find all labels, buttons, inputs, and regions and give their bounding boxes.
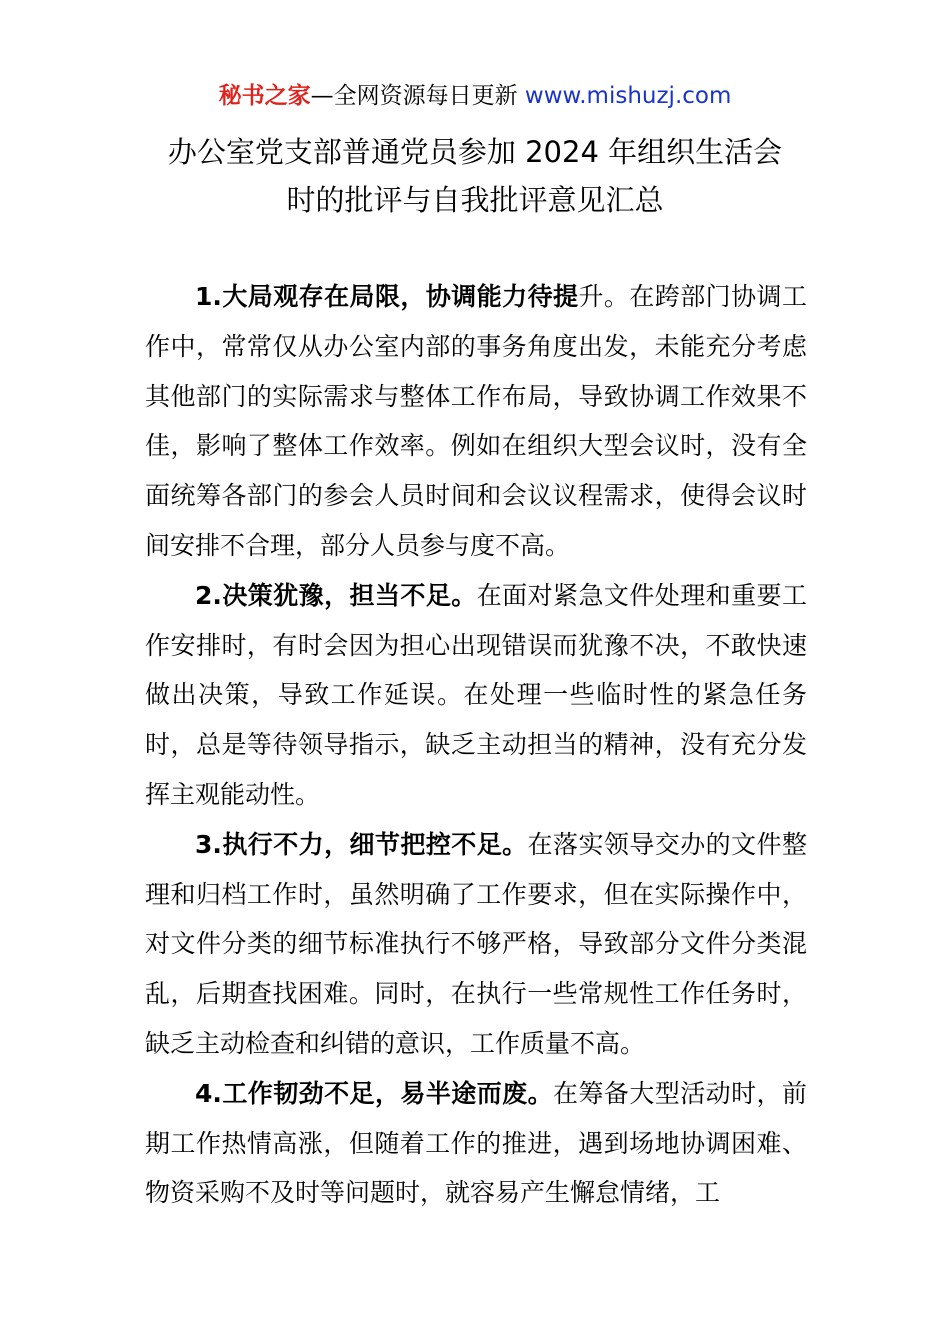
paragraph-3-heading: 3.执行不力，细节把控不足。 <box>195 829 528 859</box>
paragraph-1-text: 升。在跨部门协调工作中，常常仅从办公室内部的事务角度出发，未能充分考虑其他部门的实际需求与整体工作布局，导致协调工作效果不佳，影响了整体工作效率。例如在组织大型会议时，没有全面统筹各部门的参会人员时间和会议议程需求，使得会议时间安排不合理，部分人员参与度不高。 <box>145 282 807 560</box>
paragraph-1 <box>145 272 807 571</box>
paragraph-2-text: 在面对紧急文件处理和重要工作安排时，有时会因为担心出现错误而犹豫不决，不敢快速做出决策，导致工作延误。在处理一些临时性的紧急任务时，总是等待领导指示，缺乏主动担当的精神，没有充分发挥主观能动性。 <box>145 580 807 809</box>
paragraph-2-heading: 2.决策犹豫，担当不足。 <box>195 580 477 610</box>
paragraph-3 <box>145 820 807 1069</box>
paragraph-4 <box>145 1069 807 1218</box>
document-title-line-2: 时的批评与自我批评意见汇总 <box>286 183 664 217</box>
document-body <box>145 272 807 1218</box>
paragraph-4-heading: 4.工作韧劲不足，易半途而废。 <box>195 1078 554 1108</box>
site-header <box>0 80 950 112</box>
site-tagline: —全网资源每日更新 <box>310 83 525 109</box>
document-title-line-1: 办公室党支部普通党员参加 2024 年组织生活会 <box>167 135 783 169</box>
paragraph-4-text: 在筹备大型活动时，前期工作热情高涨，但随着工作的推进，遇到场地协调困难、物资采购不及时等问题时，就容易产生懈怠情绪，工 <box>145 1078 807 1208</box>
document-title <box>0 128 950 224</box>
site-url-link[interactable]: www.mishuzj.com <box>524 83 732 109</box>
paragraph-2 <box>145 571 807 820</box>
paragraph-1-heading: 1.大局观存在局限，协调能力待提 <box>195 282 579 311</box>
site-brand: 秘书之家 <box>218 83 311 109</box>
paragraph-3-text: 在落实领导交办的文件整理和归档工作时，虽然明确了工作要求，但在实际操作中，对文件分类的细节标准执行不够严格，导致部分文件分类混乱，后期查找困难。同时，在执行一些常规性工作任务时，缺乏主动检查和纠错的意识，工作质量不高。 <box>145 829 807 1058</box>
